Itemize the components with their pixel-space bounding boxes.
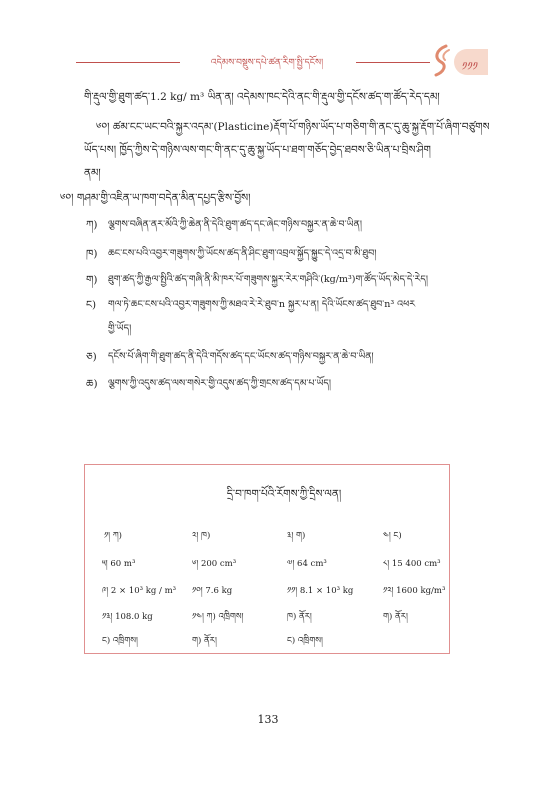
item-label: ཅ)	[86, 351, 97, 363]
answer-box-title: དྲི་བ་ཁག་པོའི་རོགས་ཀྱི་དྲིས་ལན།	[226, 488, 342, 500]
answer-cell: ག) ནོར།	[192, 636, 217, 646]
page-number: 133	[257, 713, 279, 726]
running-header-title: འདེམས་བསྡུས་དཔེ་ཚན་རིག་སྤྱི་དངོས།	[210, 58, 324, 68]
answer-cell: ༣། ག)	[287, 531, 306, 541]
item-label: ཁ)	[86, 248, 98, 260]
question-title: ༦༠། གཤམ་གྱི་འཇིན་ཡ་ཁག་བདེན་མིན་དཔྱད་རྩིས་བྱོས།	[60, 192, 251, 204]
answer-cell: ༨། 15 400 cm³	[383, 559, 441, 569]
answer-cell: ༡༢། 1600 kg/m³	[383, 586, 446, 596]
answer-cell: ག) ནོར།	[383, 612, 408, 622]
item-label: ཆ)	[86, 378, 98, 390]
answer-cell: ༢། ཁ)	[192, 531, 211, 541]
page-badge-number: ༡༡༡	[462, 60, 478, 73]
item-label: ག)	[86, 274, 98, 286]
answer-cell: ཁ) ནོར།	[287, 612, 312, 622]
item-label: ང)	[86, 299, 97, 311]
item-label: ཀ)	[86, 219, 98, 231]
answer-cell: ༡། ཀ)	[104, 531, 123, 541]
answer-cell: ༡༤། ཀ) འཁྲིགས།	[192, 612, 244, 622]
item-text: ལྕགས་ཀྱི་འདུས་ཚད་ལས་གསེར་གྱི་འདུས་ཚད་ཀྱི་གྲངས་ཚད་དམ་པ་ཡོད།	[108, 378, 332, 389]
answer-cell: ༡༣། 108.0 kg	[102, 612, 153, 622]
item-text: ཐུག་ཚད་ཀྱི་རྒྱལ་སྤྱིའི་ཚད་གཞི་ནི་མི་ཁར་པོ་གཟུགས་སྐྱར་རེར་གཤིའི་(kg/m³)ག་ཚོད་ཡོད་མེད་དེ་རེད།	[108, 274, 428, 285]
answer-cell: ༩། 2 × 10³ kg / m³	[102, 586, 177, 596]
item-text-continuation: གྱི་ཡོད།	[108, 323, 132, 334]
item-text: དངོས་པོ་ཞིག་གི་ཐུག་ཚད་ནི་དེའི་གདོས་ཚད་དང་ཡོངས་ཚད་གཉིས་བསྐྱར་ན་ཆེ་བ་ཡིན།	[108, 351, 374, 362]
body-line-1: གི་རྡུལ་གྱི་ཐུག་ཚད་1.2 kg/ m³ ཡིན་ན། འདེམས་ཁང་དེའི་ནང་གི་རྡུལ་གྱི་དངོས་ཚད་ག་ཚོད་རེད་དམ།	[84, 91, 440, 103]
answer-cell: ང) འཁྲིགས།	[102, 636, 138, 646]
answer-cell: ང) འཁྲིགས།	[287, 636, 323, 646]
body-line-4: ནམ།	[84, 167, 101, 179]
answer-cell: ༡༡། 8.1 × 10³ kg	[287, 586, 354, 596]
answer-cell: ༡༠། 7.6 kg	[192, 586, 233, 596]
answer-cell: ༧། 64 cm³	[287, 559, 327, 569]
header-rule-right	[356, 62, 430, 63]
body-line-3: ཡོད་པས། ཁྱོད་ཀྱིས་དེ་གཉིས་ལས་གང་གི་ནང་དུ་ཆུ་སྐྱ་ཡོད་པ་ཐག་གཅོད་བྱེད་ཐབས་ཅི་ཡིན་པ་བྲིས་ཤིག	[84, 144, 431, 156]
item-text: གལ་ཏེ་ཆང་ངས་པའི་འབྱར་གཟུགས་ཀྱི་མཐའ་རེ་རེ་ཐུབ་n སྐྱར་པ་ན། དེའི་ཡོངས་ཚད་ཐུབ་n³ འཕར	[108, 299, 416, 310]
item-text: ཆང་ངས་པའི་འབྱར་གཟུགས་ཀྱི་ཡོངས་ཚད་ནི་ཤིང་ཐུག་འབྲལ་སྐྱོད་སྐྱུང་དེ་འདྲ་བ་མི་ཐུབ།	[108, 248, 377, 259]
answer-cell: ༤། ང)	[383, 531, 402, 541]
answer-cell: ༥། 60 m³	[102, 559, 136, 569]
answer-cell: ༦། 200 cm³	[192, 559, 237, 569]
swirl-ornament-icon	[430, 44, 452, 78]
item-text: ལྕགས་བཞིན་ནར་མོའི་ཀྱི་ཆེན་ནི་དེའི་ཐུག་ཚད་དང་ཞེང་གཉིས་བསྐྱར་ན་ཆེ་བ་ཡིན།	[108, 219, 362, 230]
body-line-2: ༦༠། ཚམ་ངང་ཡང་བའི་སྐྱར་འདམ་(Plasticine)རྡོག་པོ་གཉིས་ཡོད་པ་གཅིག་གི་ནང་དུ་ཆུ་སྐྱ་རྡོག་པོ་ཞིག་བཙུགས	[96, 121, 490, 133]
header-rule-left	[76, 62, 180, 63]
